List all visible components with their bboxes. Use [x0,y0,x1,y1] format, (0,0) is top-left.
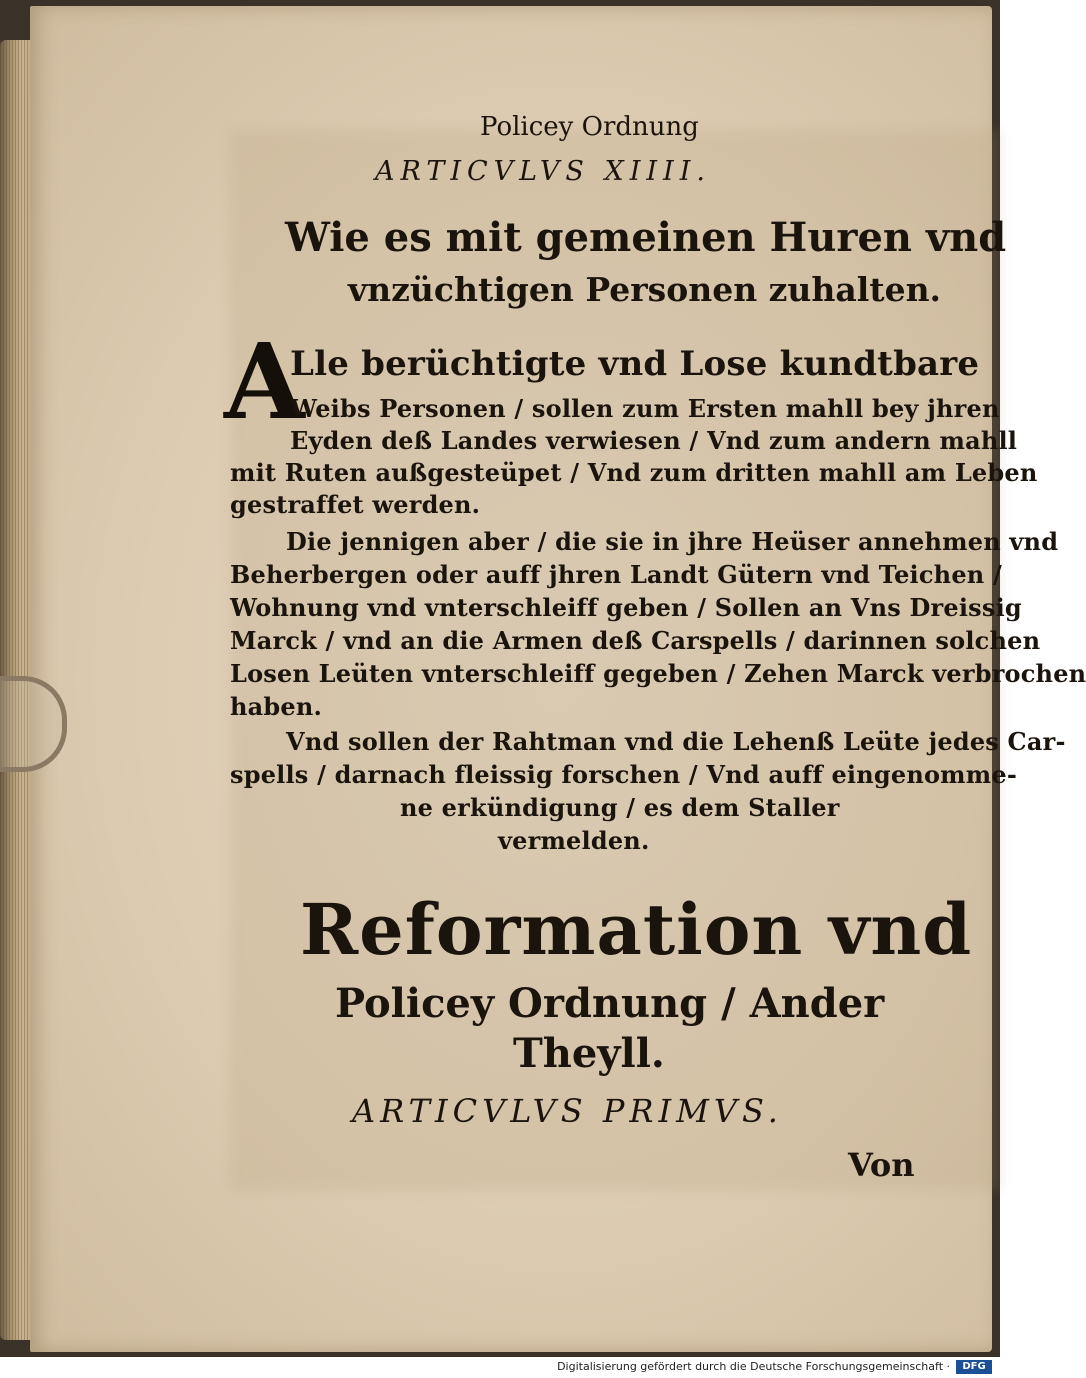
footer-bar [0,1357,1000,1378]
body-line: Vnd sollen der Rahtman vnd die Lehenß Leüte jedes Car- [286,727,1066,756]
running-head: Policey Ordnung [480,112,699,142]
body-line: Eyden deß Landes verwiesen / Vnd zum andern mahll [290,426,1018,455]
body-line: mit Ruten außgesteüpet / Vnd zum dritten mahll am Leben [230,458,1038,487]
body-line: haben. [230,692,323,721]
catchword: Von [848,1146,915,1184]
body-line: vermelden. [498,826,650,855]
big-heading: Reformation vnd [300,888,973,971]
body-line: Losen Leüten vnterschleiff gegeben / Zehen Marck verbrochen [230,659,1086,688]
body-line: Marck / vnd an die Armen deß Carspells / darinnen solchen [230,626,1041,655]
body-line: ne erkündigung / es dem Staller [400,793,840,822]
body-line: Weibs Personen / sollen zum Ersten mahll bey jhren [290,394,1000,423]
dfg-logo-icon: DFG [956,1360,992,1374]
body-line: Die jennigen aber / die sie in jhre Heüser annehmen vnd [286,527,1059,556]
sub-heading-line-2: Theyll. [513,1030,665,1077]
drop-cap: A [224,320,305,443]
article-heading: ARTICVLVS XIIII. [375,156,711,187]
footer-credit: Digitalisierung gefördert durch die Deutsche Forschungsgemeinschaft · [557,1360,950,1373]
body-line: Beherbergen oder auff jhren Landt Gütern vnd Teichen / [230,560,1002,589]
article-primus-heading: ARTICVLVS PRIMVS. [352,1092,783,1130]
section-title-line-2: vnzüchtigen Personen zuhalten. [348,270,942,309]
body-line: spells / darnach fleissig forschen / Vnd auff eingenomme- [230,760,1018,789]
body-line: Wohnung vnd vnterschleiff geben / Sollen an Vns Dreissig [230,593,1022,622]
section-title-line-1: Wie es mit gemeinen Huren vnd [285,214,1007,261]
sub-heading-line-1: Policey Ordnung / Ander [335,980,885,1027]
body-line: Lle berüchtigte vnd Lose kundtbare [290,344,980,384]
body-line: gestraffet werden. [230,490,481,519]
